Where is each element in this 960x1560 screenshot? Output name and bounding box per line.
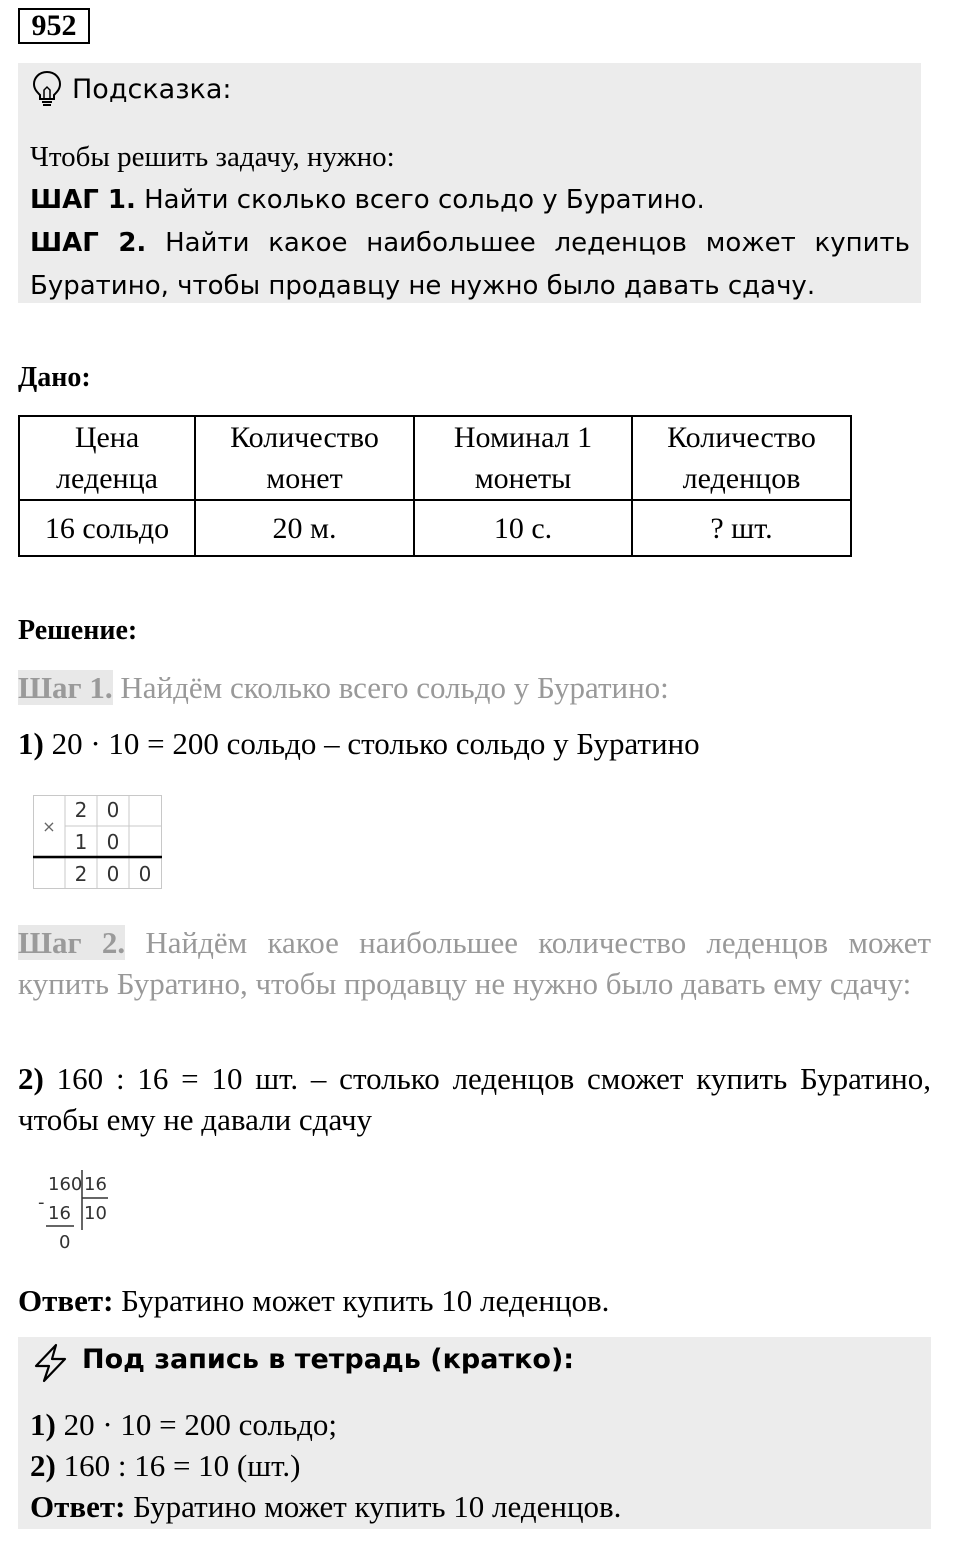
- notebook-line2-text: 160 : 16 = 10 (шт.): [63, 1448, 301, 1483]
- lightning-icon: [30, 1342, 72, 1389]
- solution-step2: [18, 922, 931, 1004]
- table-row: [19, 500, 851, 556]
- table-cell: 10 с.: [414, 500, 632, 556]
- hint-step2-text-line1: Найти какое наибольшее леденцов может купить: [165, 228, 911, 258]
- notebook-answer-label: Ответ:: [30, 1489, 126, 1524]
- answer-text: Буратино может купить 10 леденцов.: [121, 1283, 610, 1318]
- step1-text: Найдём сколько всего сольдо у Буратино:: [120, 670, 669, 705]
- given-table: [18, 415, 852, 557]
- divisor: 16: [84, 1174, 107, 1195]
- grid-digit: 2: [74, 798, 88, 822]
- grid-digit: 0: [138, 862, 152, 886]
- multiply-sign: ×: [42, 817, 56, 836]
- grid-digit: 2: [74, 862, 88, 886]
- table-header-cell: Количество монет: [195, 416, 414, 500]
- hint-step1-label: ШАГ 1.: [30, 185, 136, 215]
- step1-tag: Шаг 1.: [18, 670, 113, 705]
- remainder: 0: [59, 1232, 71, 1253]
- problem-number: 952: [18, 8, 90, 44]
- hint-step2-line1: [30, 222, 910, 265]
- notebook-line1-text: 20 · 10 = 200 сольдо;: [63, 1407, 337, 1442]
- notebook-body: [30, 1404, 621, 1527]
- hint-step2-line2: Буратино, чтобы продавцу не нужно было давать сдачу.: [30, 271, 816, 301]
- grid-digit: 0: [106, 798, 120, 822]
- dividend: 160: [48, 1174, 83, 1195]
- grid-digit: 0: [106, 830, 120, 854]
- answer-label: Ответ:: [18, 1283, 114, 1318]
- notebook-line1-number: 1): [30, 1407, 56, 1442]
- step2-tag: Шаг 2.: [18, 925, 126, 960]
- notebook-title: Под запись в тетрадь (кратко):: [82, 1344, 575, 1375]
- calc1: [18, 726, 700, 762]
- given-label: Дано:: [18, 362, 91, 393]
- calc1-text: 20 · 10 = 200 сольдо – столько сольдо у Буратино: [51, 726, 700, 761]
- hint-intro: Чтобы решить задачу, нужно:: [30, 141, 395, 173]
- notebook-answer-text: Буратино может купить 10 леденцов.: [133, 1489, 622, 1524]
- division-minus: -: [38, 1192, 45, 1213]
- solution-step1: [18, 670, 669, 706]
- answer: [18, 1283, 609, 1319]
- grid-digit: 0: [106, 862, 120, 886]
- calc1-number: 1): [18, 726, 44, 761]
- table-cell: 16 сольдо: [19, 500, 195, 556]
- quotient: 10: [84, 1203, 107, 1224]
- table-cell: ? шт.: [632, 500, 851, 556]
- hint-step1: [30, 179, 910, 222]
- notebook-line2: [30, 1445, 621, 1486]
- lightbulb-icon: [32, 70, 62, 108]
- long-division: [38, 1168, 128, 1258]
- table-cell: 20 м.: [195, 500, 414, 556]
- hint-text: [30, 136, 910, 308]
- hint-step2-label: ШАГ 2.: [30, 228, 147, 258]
- table-header-cell: Номинал 1 монеты: [414, 416, 632, 500]
- table-header-cell: Количество леденцов: [632, 416, 851, 500]
- hint-title: Подсказка:: [72, 73, 232, 105]
- calc2-text: 160 : 16 = 10 шт. – столько леденцов сможет купить Буратино, чтобы ему не давали сдачу: [18, 1061, 932, 1137]
- solution-label: Решение:: [18, 615, 138, 646]
- multiplication-grid: [33, 795, 165, 896]
- step2-text: Найдём какое наибольшее количество леденцов может купить Буратино, чтобы продавцу не нужно было давать ему сдачу:: [18, 925, 931, 1001]
- grid-digit: 1: [74, 830, 88, 854]
- hint-step1-text: Найти сколько всего сольдо у Буратино.: [144, 185, 705, 215]
- notebook-line2-number: 2): [30, 1448, 56, 1483]
- subtrahend: 16: [48, 1203, 71, 1224]
- calc2: [18, 1058, 931, 1140]
- notebook-line1: [30, 1404, 621, 1445]
- table-header-row: [19, 416, 851, 500]
- hint-header: [32, 70, 232, 108]
- notebook-answer: [30, 1486, 621, 1527]
- table-header-cell: Цена леденца: [19, 416, 195, 500]
- calc2-number: 2): [18, 1061, 44, 1096]
